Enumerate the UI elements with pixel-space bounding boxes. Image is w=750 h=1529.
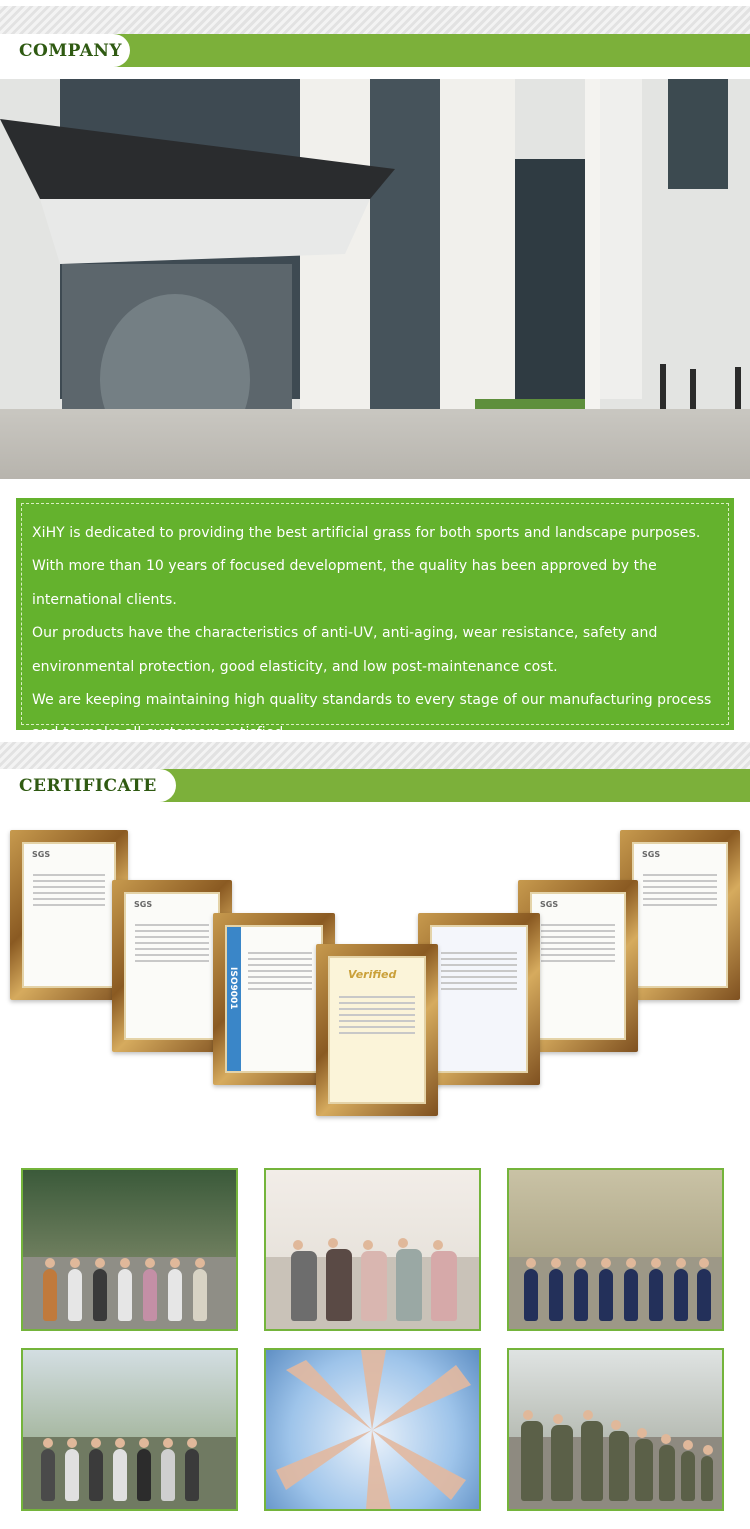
team-photo-mountain-outing <box>21 1348 238 1511</box>
description-paragraph-3: We are keeping maintaining high quality standards to every stage of our manufacturing process and to make all customers satisfied. <box>32 692 712 742</box>
company-description-box <box>16 498 734 742</box>
company-heading-tab <box>0 34 130 67</box>
team-photo-military-training <box>507 1348 724 1511</box>
verified-supplier-certificate <box>316 944 438 1116</box>
hands-star-illustration <box>266 1350 479 1509</box>
certificate-logo: Verified <box>348 968 397 981</box>
sgs-certificate-1 <box>10 830 128 1000</box>
description-paragraph-2: Our products have the characteristics of anti-UV, anti-aging, wear resistance, safety and environmental protection, good elasticity, and low post-maintenance cost. <box>32 625 658 675</box>
certificate-logo: SGS <box>540 900 559 909</box>
certificate-logo: SGS <box>134 900 153 909</box>
certificate-logo: SGS <box>642 850 661 859</box>
team-photo-temple-gate <box>21 1168 238 1331</box>
decorative-stripe-band <box>0 6 750 34</box>
certificate-heading: CERTIFICATE <box>19 775 157 796</box>
company-heading: COMPANY <box>19 40 123 61</box>
certificate-logo: SGS <box>32 850 51 859</box>
sgs-certificate-4 <box>620 830 740 1000</box>
company-building-photo <box>0 79 750 479</box>
team-photo-hands-circle <box>264 1348 481 1511</box>
plaza-ground <box>0 409 750 479</box>
team-photo-office <box>264 1168 481 1331</box>
description-dashed-frame <box>21 503 729 742</box>
description-paragraph-1: XiHY is dedicated to providing the best artificial grass for both sports and landscape purposes. With more than 10 years of focused development, the quality has been approved by the international clients. <box>32 525 701 608</box>
certificate-section-bar <box>0 769 750 802</box>
certificate-heading-tab <box>0 769 176 802</box>
decorative-stripe-band <box>0 742 750 770</box>
team-photo-uniform-group <box>507 1168 724 1331</box>
company-section-bar <box>0 34 750 67</box>
certificate-logo: ISO9001 <box>228 967 238 1010</box>
